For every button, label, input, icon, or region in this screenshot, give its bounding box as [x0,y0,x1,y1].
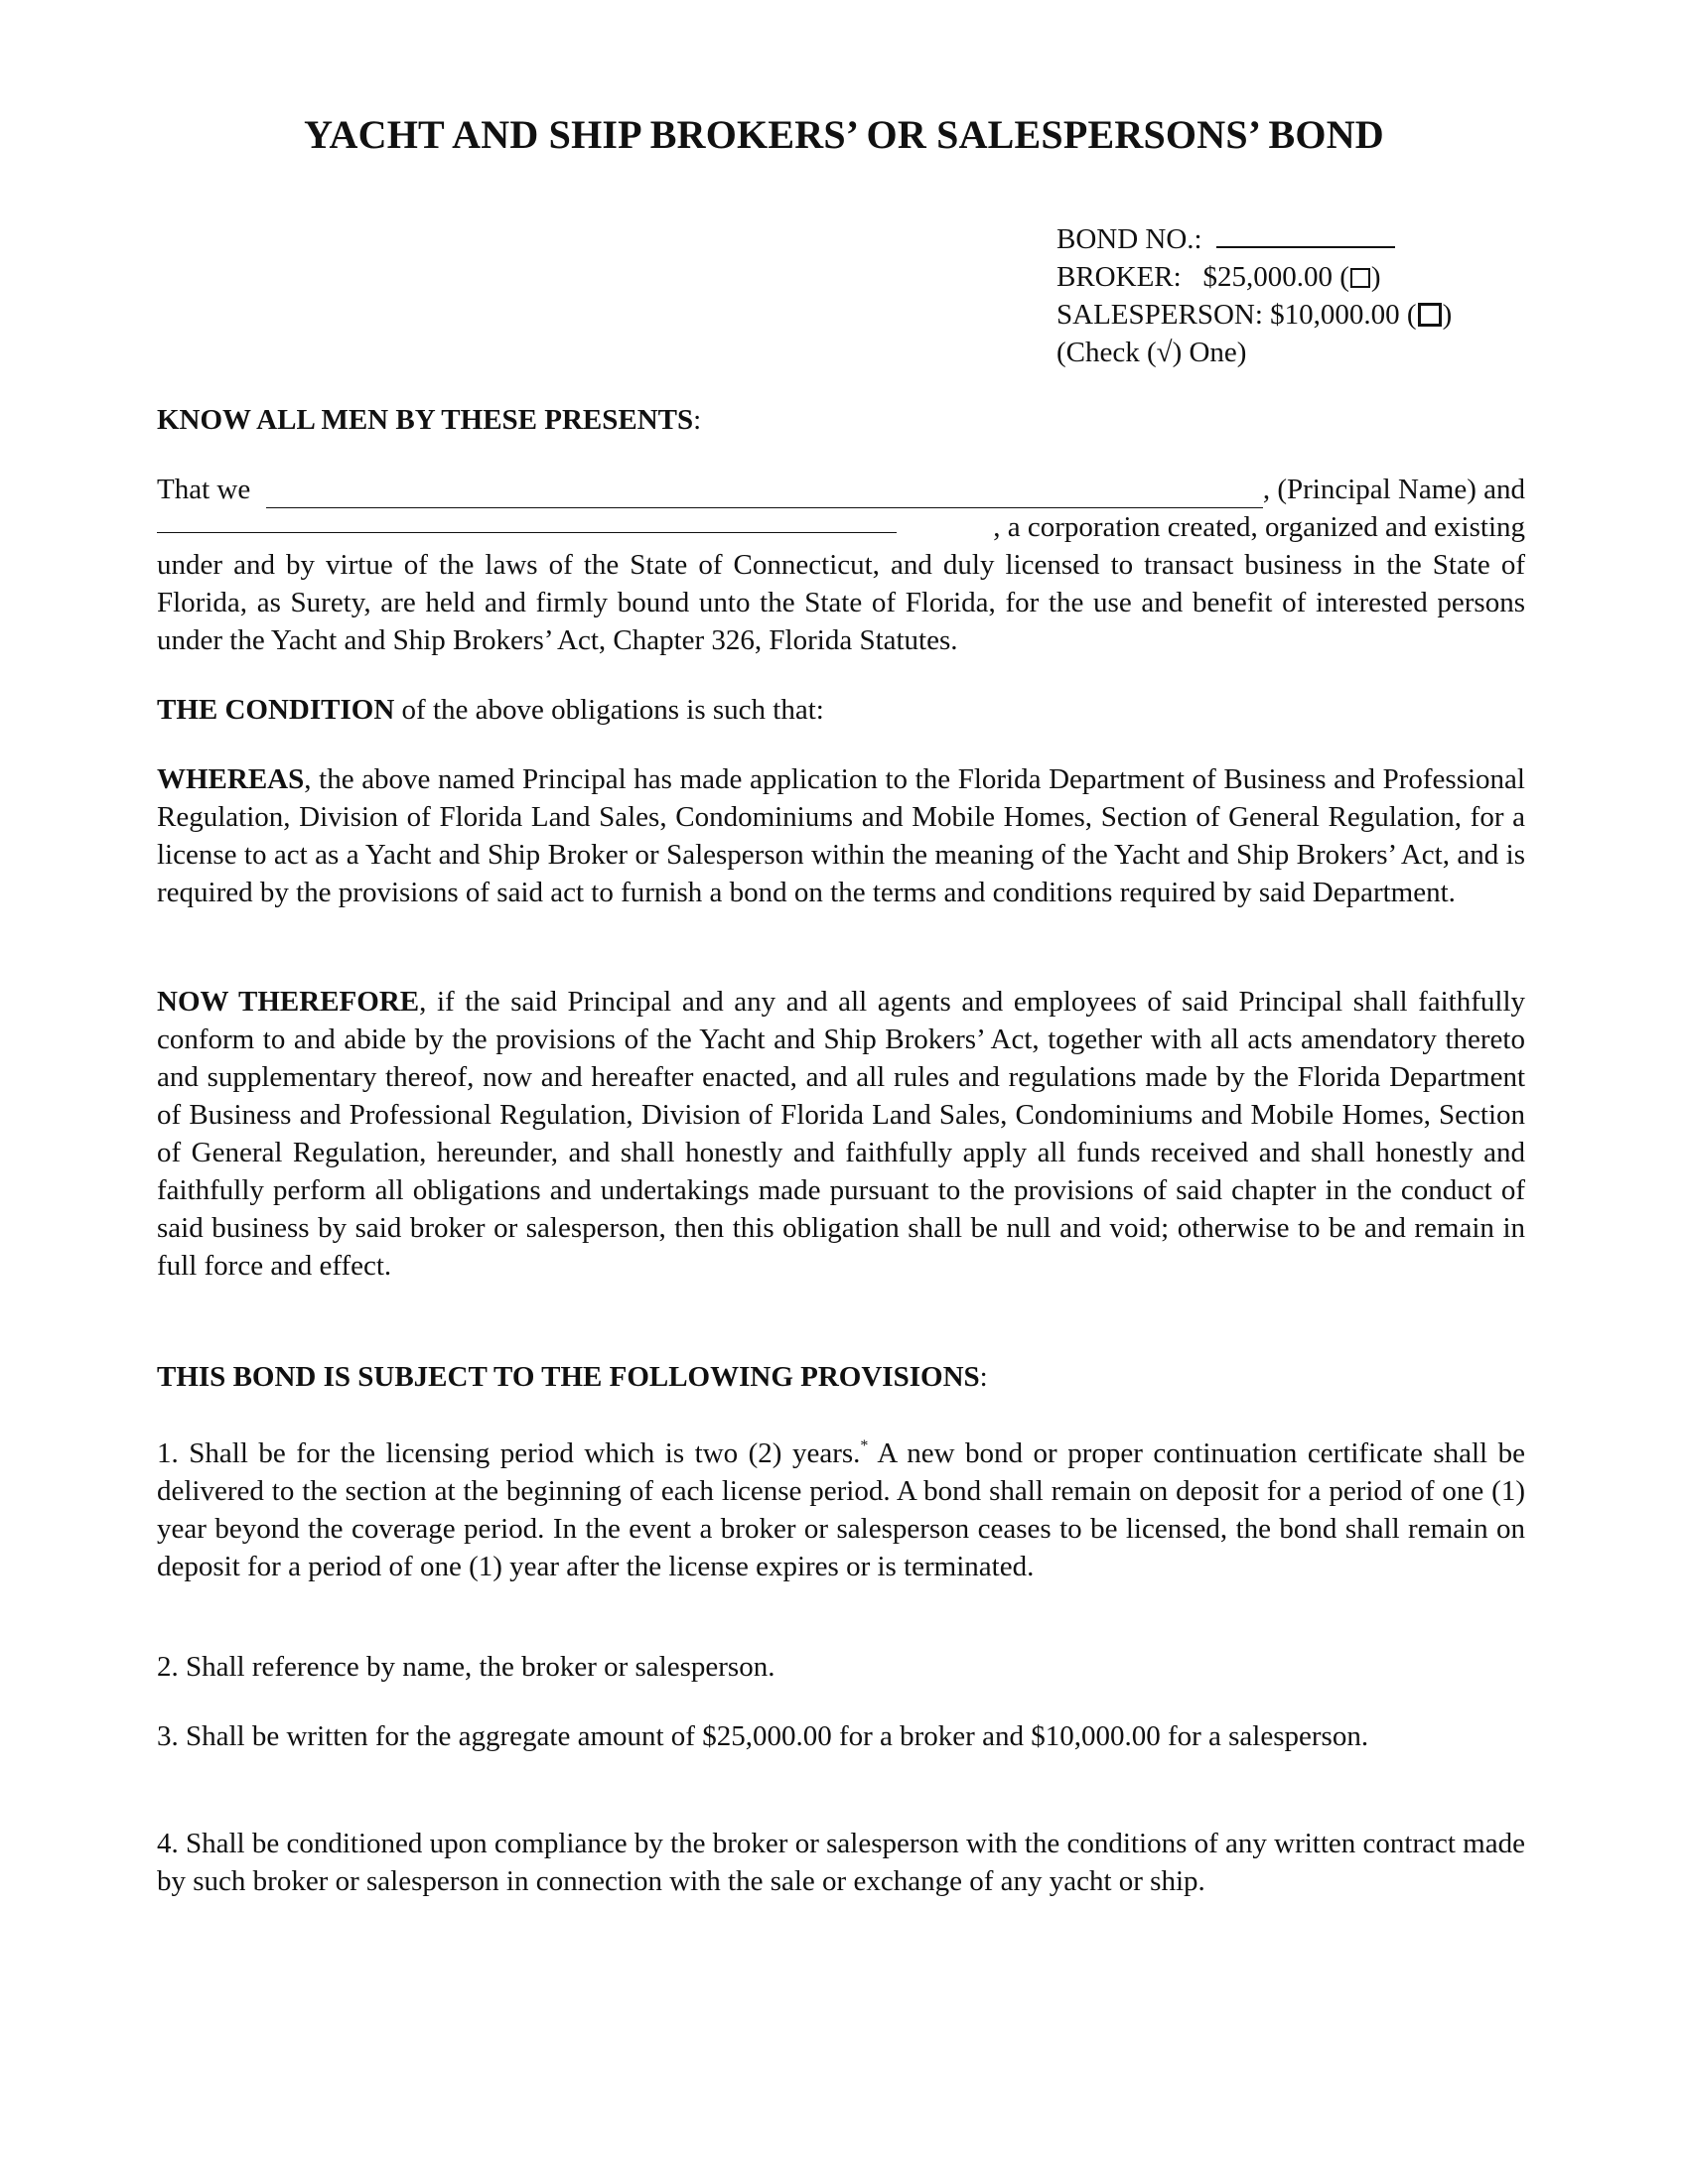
provisions-heading-colon: : [979,1361,988,1393]
that-we-label: That we [157,474,251,505]
whereas-lead: WHEREAS [157,763,305,795]
provision-3-text: 3. Shall be written for the aggregate amount of $25,000.00 for a broker and $10,000.00 for a salesperson. [157,1720,1369,1752]
condition-paragraph [157,691,1525,729]
provisions-heading [157,1358,1525,1396]
check-one-note: (Check (√) One) [1056,337,1247,368]
condition-lead: THE CONDITION [157,694,395,726]
broker-amount: $25,000.00 ( [1202,261,1349,293]
broker-checkbox[interactable] [1350,268,1370,288]
principal-line-1 [157,471,1525,508]
provisions-heading-label: THIS BOND IS SUBJECT TO THE FOLLOWING PROVISIONS [157,1361,980,1393]
salesperson-close-paren: ) [1442,299,1453,331]
whereas-paragraph [157,760,1525,911]
principal-paragraph [157,471,1525,659]
now-therefore-lead: NOW THEREFORE [157,986,420,1018]
bond-number-field[interactable] [1216,222,1395,248]
salesperson-amount: $10,000.00 ( [1270,299,1417,331]
broker-close-paren: ) [1370,261,1381,293]
principal-name-field[interactable] [266,483,1263,508]
provision-1-text-a: 1. Shall be for the licensing period which is two (2) years. [157,1437,861,1469]
provision-4-text: 4. Shall be conditioned upon compliance by the broker or salesperson with the conditions of any written contract made by such broker or salesperson in connection with the sale or exchange of any yacht or ship. [157,1828,1525,1897]
provision-1-text-b: A new bond or proper continuation certificate shall be delivered to the section at the beginning of each license period. A bond shall remain on deposit for a period of one (1) year beyond the coverage period. In the event a broker or salesperson ceases to be licensed, the bond shall remain on deposit for a period of one (1) year after the license expires or is terminated. [157,1437,1525,1582]
footnote-marker: * [860,1437,869,1454]
know-all-heading [157,401,1525,439]
provision-item-2 [157,1648,1525,1686]
principal-continuation: under and by virtue of the laws of the State of Connecticut, and duly licensed to transact business in the State of Florida, as Surety, are held and firmly bound unto the State of Florida, for the use and benefit of interested persons under the Yacht and Ship Brokers’ Act, Chapter 326, Florida Statutes. [157,549,1525,656]
principal-name-suffix: , (Principal Name) and [1262,474,1525,505]
know-all-colon: : [693,404,702,436]
bond-info-block [1056,220,1452,371]
surety-name-field[interactable] [157,508,897,533]
document-title: YACHT AND SHIP BROKERS’ OR SALESPERSONS’ BOND [304,112,1384,157]
provision-item-1 [157,1428,1525,1585]
broker-row [1056,258,1452,296]
whereas-text: , the above named Principal has made application to the Florida Department of Business and Professional Regulation, Division of Florida Land Sales, Condominiums and Mobile Homes, Section of General Regulation, for a license to act as a Yacht and Ship Broker or Salesperson within the meaning of the Yacht and Ship Brokers’ Act, and is required by the provisions of said act to furnish a bond on the terms and conditions required by said Department. [157,763,1525,908]
salesperson-label: SALESPERSON: [1056,299,1263,331]
now-therefore-text: , if the said Principal and any and all agents and employees of said Principal shall faithfully conform to and abide by the provisions of the Yacht and Ship Brokers’ Act, together with all acts amendatory thereto and supplementary thereof, now and hereafter enacted, and all rules and regulations made by the Florida Department of Business and Professional Regulation, Division of Florida Land Sales, Condominiums and Mobile Homes, Section of General Regulation, hereunder, and shall honestly and faithfully apply all funds received and shall honestly and faithfully perform all obligations and undertakings made pursuant to the provisions of said chapter in the conduct of said business by said broker or salesperson, then this obligation shall be null and void; otherwise to be and remain in full force and effect. [157,986,1525,1282]
provision-item-4 [157,1825,1525,1900]
broker-label: BROKER: [1056,261,1182,293]
bond-number-label: BOND NO.: [1056,223,1202,255]
condition-text: of the above obligations is such that: [394,694,824,726]
know-all-label: KNOW ALL MEN BY THESE PRESENTS [157,404,694,436]
now-therefore-paragraph [157,983,1525,1285]
salesperson-checkbox[interactable] [1418,303,1442,327]
surety-suffix: , a corporation created, organized and existing [993,511,1525,543]
salesperson-row [1056,296,1452,334]
provision-item-3 [157,1717,1525,1755]
bond-number-row [1056,220,1452,258]
provision-2-text: 2. Shall reference by name, the broker or salesperson. [157,1651,775,1683]
principal-line-2 [157,508,1525,546]
